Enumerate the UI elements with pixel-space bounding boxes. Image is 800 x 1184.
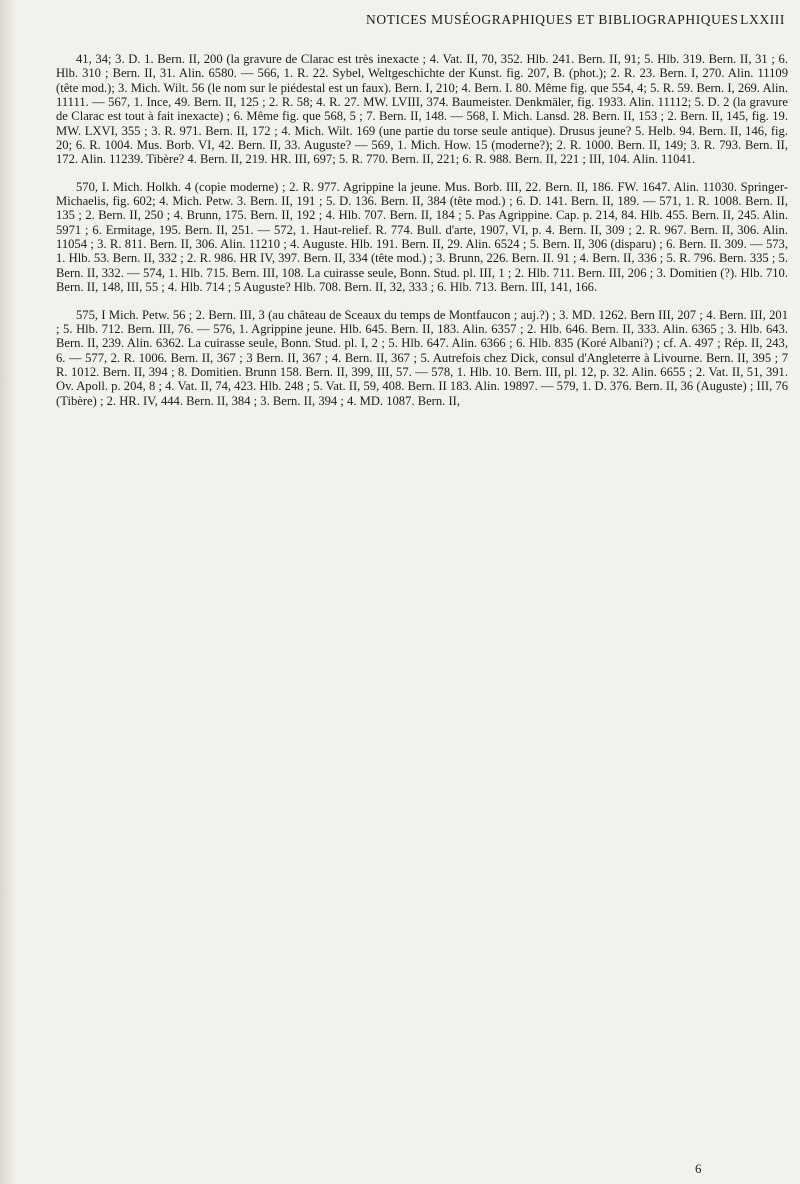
signature-mark: 6 bbox=[695, 1161, 702, 1176]
body-text bbox=[56, 52, 788, 408]
paragraph bbox=[56, 308, 788, 408]
running-title: NOTICES MUSÉOGRAPHIQUES ET BIBLIOGRAPHIQUES bbox=[366, 12, 739, 27]
page-gutter-shadow bbox=[0, 0, 16, 1184]
page-number: LXXIII bbox=[740, 12, 785, 27]
paragraph-text: 41, 34; 3. D. 1. Bern. II, 200 (la gravure de Clarac est très inexacte ; 4. Vat. II, 70, 352. Hlb. 241. Bern. II, 91; 5. Hlb. 319. Bern. II, 31 ; 6. Hlb. 310 ; Bern. II, 31. Alin. 6580. — 566, 1. R. 22. Sybel, Weltgeschichte der Kunst. fig. 207, B. (phot.); 2. R. 23. Bern. I, 270. Alin. 11109 (tête mod.); 3. Mich. Wilt. 56 (le nom sur le piédestal est un faux). Bern. I, 210; 4. Bern. I. 80. Même fig. que 554, 4; 5. R. 59. Bern. I, 269. Alin. 11111. — 567, 1. Ince, 49. Bern. II, 125 ; 2. R. 58; 4. R. 27. MW. LVIII, 374. Baumeister. Denkmäler, fig. 1933. Alin. 11112; 5. D. 2 (la gravure de Clarac est tout à fait inexacte) ; 6. Même fig. que 568, 5 ; 7. Bern. II, 148. — 568, I. Mich. Lansd. 28. Bern. II, 153 ; 2. Bern. II, 145, fig. 19. MW. LXVI, 355 ; 3. R. 971. Bern. II, 172 ; 4. Mich. Wilt. 169 (une partie du torse seule antique). Drusus jeune? 5. Helb. 94. Bern. II, 146, fig. 20; 6. R. 1004. Mus. Borb. VI, 42. Bern. II, 33. Auguste? — 569, 1. Mich. How. 15 (moderne?); 2. R. 1000. Bern. II, 149; 3. R. 793. Bern. II, 172. Alin. 11239. Tibère? 4. Bern. II, 219. HR. III, 697; 5. R. 770. Bern. II, 221; 6. R. 988. Bern. II, 221 ; III, 104. Alin. 11041. bbox=[56, 52, 788, 167]
paragraph-text: 570, I. Mich. Holkh. 4 (copie moderne) ; 2. R. 977. Agrippine la jeune. Mus. Borb. III, 22. Bern. II, 186. FW. 1647. Alin. 11030. Springer-Michaelis, fig. 602; 4. Mich. Petw. 3. Bern. II, 191 ; 5. D. 136. Bern. II, 384 (tête mod.) ; 6. D. 141. Bern. II, 189. — 571, 1. R. 1008. Bern. II, 135 ; 2. Bern. II, 250 ; 4. Brunn, 175. Bern. II, 192 ; 4. Hlb. 707. Bern. II, 184 ; 5. Pas Agrippine. Cap. p. 214, 84. Hlb. 455. Bern. II, 245. Alin. 5971 ; 6. Ermitage, 195. Bern. II, 251. — 572, 1. Haut-relief. R. 774. Bull. d'arte, 1907, VI, p. 4. Bern. II, 309 ; 2. R. 967. Bern. II, 306. Alin. 11054 ; 3. R. 811. Bern. II, 306. Alin. 11210 ; 4. Auguste. Hlb. 191. Bern. II, 29. Alin. 6524 ; 5. Bern. II, 306 (disparu) ; 6. Bern. II. 309. — 573, 1. Hlb. 53. Bern. II, 332 ; 2. R. 986. HR IV, 397. Bern. II, 334 (tête mod.) ; 3. Brunn, 226. Bern. II. 91 ; 4. Bern. II, 336 ; 5. R. 796. Bern. 335 ; 5. Bern. II, 332. — 574, 1. Hlb. 715. Bern. III, 108. La cuirasse seule, Bonn. Stud. pl. III, 1 ; 2. Hlb. 711. Bern. III, 206 ; 3. Domitien (?). Hlb. 710. Bern. II, 148, III, 55 ; 4. Hlb. 714 ; 5 Auguste? Hlb. 708. Bern. II, 32, 333 ; 6. Hlb. 713. Bern. III, 141, 166. bbox=[56, 179, 788, 295]
paragraph bbox=[56, 180, 788, 295]
paragraph bbox=[56, 52, 788, 167]
paragraph-text: 575, I Mich. Petw. 56 ; 2. Bern. III, 3 (au château de Sceaux du temps de Montfaucon ; auj.?) ; 3. MD. 1262. Bern III, 207 ; 4. Bern. III, 201 ; 5. Hlb. 712. Bern. III, 76. — 576, 1. Agrippine jeune. Hlb. 645. Bern. II, 183. Alin. 6357 ; 2. Hlb. 646. Bern. II, 333. Alin. 6365 ; 3. Hlb. 643. Bern. II, 239. Alin. 6362. La cuirasse seule, Bonn. Stud. pl. I, 2 ; 5. Hlb. 647. Alin. 6366 ; 6. Hlb. 835 (Koré Albani?) ; cf. A. 497 ; Rép. II, 243, 6. — 577, 2. R. 1006. Bern. II, 367 ; 3 Bern. II, 367 ; 4. Bern. II, 367 ; 5. Autrefois chez Dick, consul d'Angleterre à Livourne. Bern. II, 395 ; 7 R. 1012. Bern. II, 394 ; 8. Domitien. Brunn 158. Bern. II, 399, III, 57. — 578, 1. Hlb. 10. Bern. III, pl. 12, p. 32. Alin. 6655 ; 2. Vat. II, 51, 391. Ov. Apoll. p. 204, 8 ; 4. Vat. II, 74, 423. Hlb. 248 ; 5. Vat. II, 59, 408. Bern. II 183. Alin. 19897. — 579, 1. D. 376. Bern. II, 36 (Auguste) ; III, 76 (Tibère) ; 2. HR. IV, 444. Bern. II, 384 ; 3. Bern. II, 394 ; 4. MD. 1087. Bern. II, bbox=[56, 307, 788, 408]
